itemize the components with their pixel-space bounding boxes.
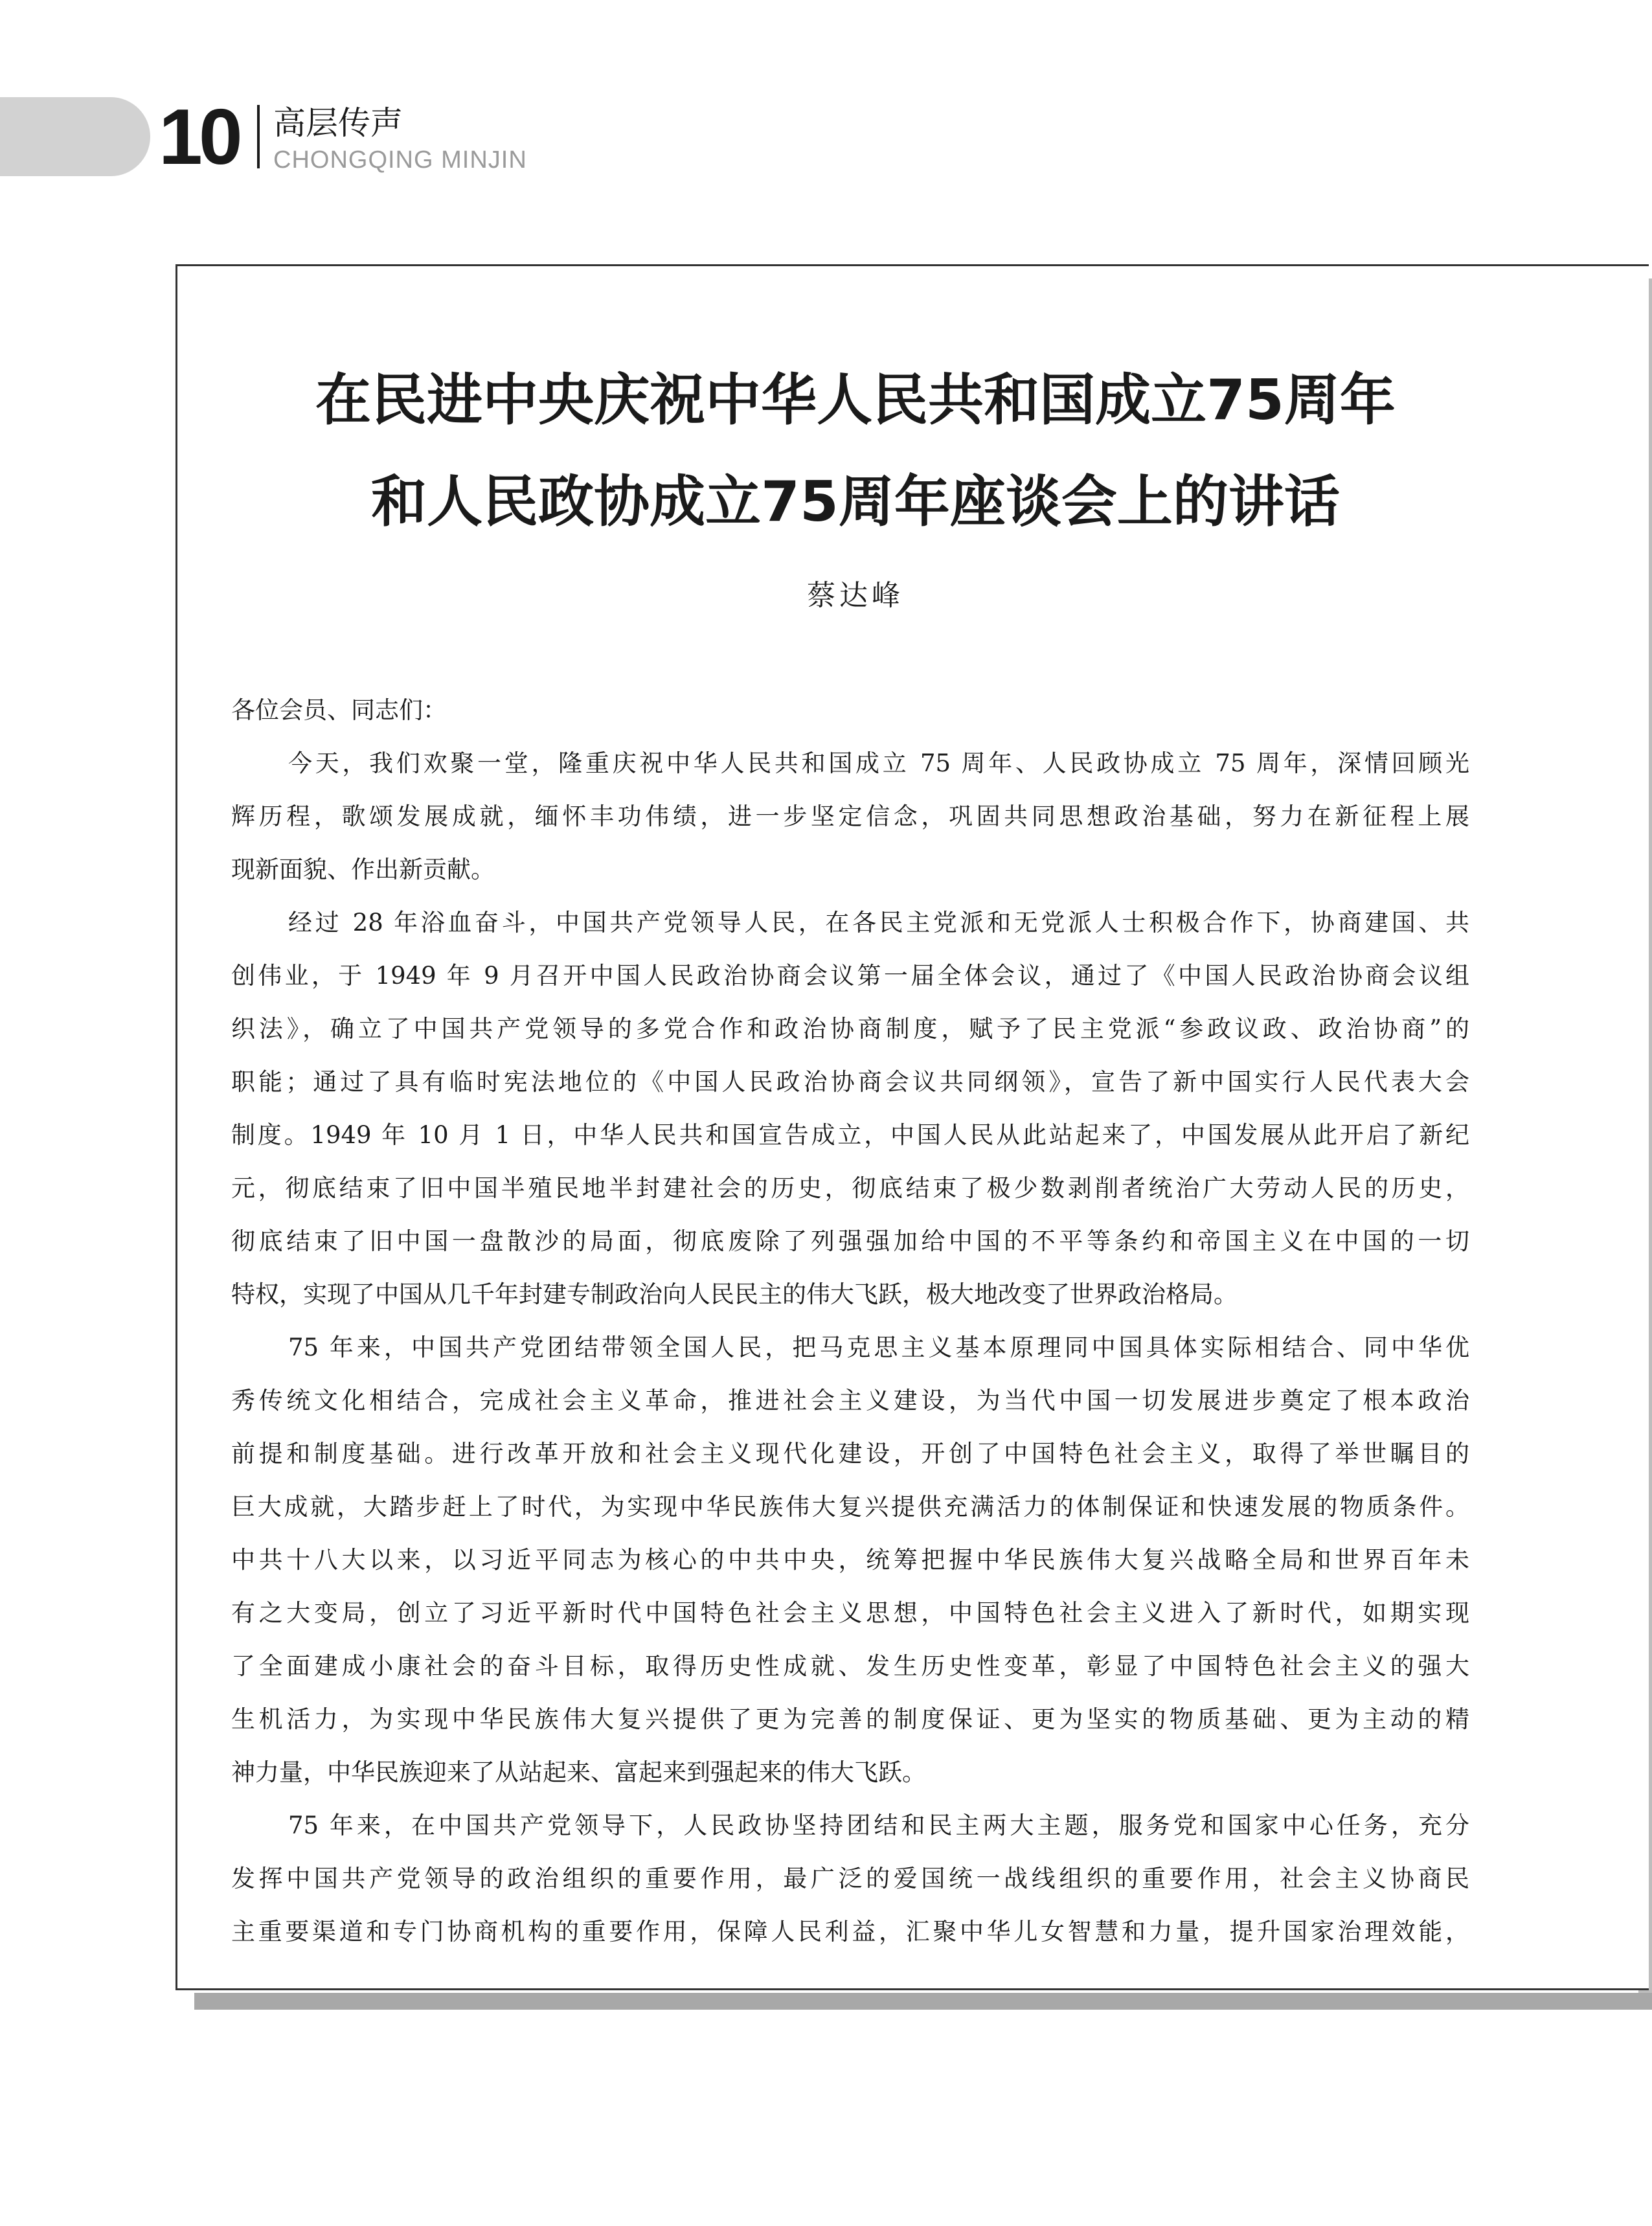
paragraph-line: 元，彻底结束了旧中国半殖民地半封建社会的历史，彻底结束了极少数剥削者统治广大劳动人民的历史， [231, 1174, 1469, 1202]
paragraph-line: 生机活力，为实现中华民族伟大复兴提供了更为完善的制度保证、更为坚实的物质基础、更为主动的精 [231, 1705, 1469, 1733]
magazine-name: CHONGQING MINJIN [273, 146, 527, 174]
paragraph-line: 75 年来，中国共产党团结带领全国人民，把马克思主义基本原理同中国具体实际相结合、同中华优 [288, 1334, 1469, 1361]
paragraph-line: 辉历程，歌颂发展成就，缅怀丰功伟绩，进一步坚定信念，巩固共同思想政治基础，努力在新征程上展 [231, 802, 1469, 830]
paragraph-line: 今天，我们欢聚一堂，隆重庆祝中华人民共和国成立 75 周年、人民政协成立 75 周年，深情回顾光 [288, 749, 1469, 777]
section-title: 高层传声 [273, 104, 403, 142]
paragraph-line: 彻底结束了旧中国一盘散沙的局面，彻底废除了列强强加给中国的不平等条约和帝国主义在中国的一切 [231, 1227, 1469, 1255]
paragraph-line: 职能；通过了具有临时宪法地位的《中国人民政治协商会议共同纲领》，宣告了新中国实行人民代表大会 [231, 1068, 1469, 1096]
paragraph-line: 前提和制度基础。进行改革开放和社会主义现代化建设，开创了中国特色社会主义，取得了举世瞩目的 [231, 1440, 1469, 1468]
paragraph-line: 秀传统文化相结合，完成社会主义革命，推进社会主义建设，为当代中国一切发展进步奠定了根本政治 [231, 1387, 1469, 1414]
salutation: 各位会员、同志们： [231, 696, 447, 724]
paragraph-line: 发挥中国共产党领导的政治组织的重要作用，最广泛的爱国统一战线组织的重要作用，社会主义协商民 [231, 1865, 1469, 1892]
paragraph-line: 特权，实现了中国从几千年封建专制政治向人民民主的伟大飞跃，极大地改变了世界政治格局。 [231, 1280, 1238, 1308]
page-number: 10 [159, 93, 239, 181]
paragraph-line: 主重要渠道和专门协商机构的重要作用，保障人民利益，汇聚中华儿女智慧和力量，提升国家治理效能， [231, 1918, 1469, 1946]
paragraph-line: 制度。1949 年 10 月 1 日，中华人民共和国宣告成立，中国人民从此站起来了，中国发展从此开启了新纪 [231, 1121, 1469, 1149]
header-tab-shape [0, 97, 150, 176]
paragraph-line: 中共十八大以来，以习近平同志为核心的中共中央，统筹把握中华民族伟大复兴战略全局和世界百年未 [231, 1546, 1469, 1574]
article-title-line-1: 在民进中央庆祝中华人民共和国成立75周年 [315, 368, 1396, 433]
paragraph-line: 75 年来，在中国共产党领导下，人民政协坚持团结和民主两大主题，服务党和国家中心任务，充分 [288, 1811, 1469, 1839]
paragraph-line: 现新面貌、作出新贡献。 [231, 856, 495, 883]
paragraph-line: 织法》，确立了中国共产党领导的多党合作和政治协商制度，赋予了民主党派“参政议政、政治协商”的 [231, 1015, 1469, 1043]
paragraph-line: 巨大成就，大踏步赶上了时代，为实现中华民族伟大复兴提供充满活力的体制保证和快速发展的物质条件。 [231, 1493, 1469, 1521]
paragraph-line: 经过 28 年浴血奋斗，中国共产党领导人民，在各民主党派和无党派人士积极合作下，协商建国、共 [288, 909, 1469, 937]
article-body [231, 684, 1469, 1959]
paragraph-line: 神力量，中华民族迎来了从站起来、富起来到强起来的伟大飞跃。 [231, 1758, 926, 1786]
header-divider [257, 105, 260, 168]
paragraph-line: 创伟业，于 1949 年 9 月召开中国人民政治协商会议第一届全体会议，通过了《中国人民政治协商会议组 [231, 962, 1469, 990]
paragraph-line: 了全面建成小康社会的奋斗目标，取得历史性成就、发生历史性变革，彰显了中国特色社会主义的强大 [231, 1652, 1469, 1680]
paragraph-line: 有之大变局，创立了习近平新时代中国特色社会主义思想，中国特色社会主义进入了新时代，如期实现 [231, 1599, 1469, 1627]
article-author: 蔡达峰 [807, 579, 904, 612]
frame-shadow-bottom [194, 1993, 1652, 2010]
article-title-line-2: 和人民政协成立75周年座谈会上的讲话 [371, 470, 1340, 534]
